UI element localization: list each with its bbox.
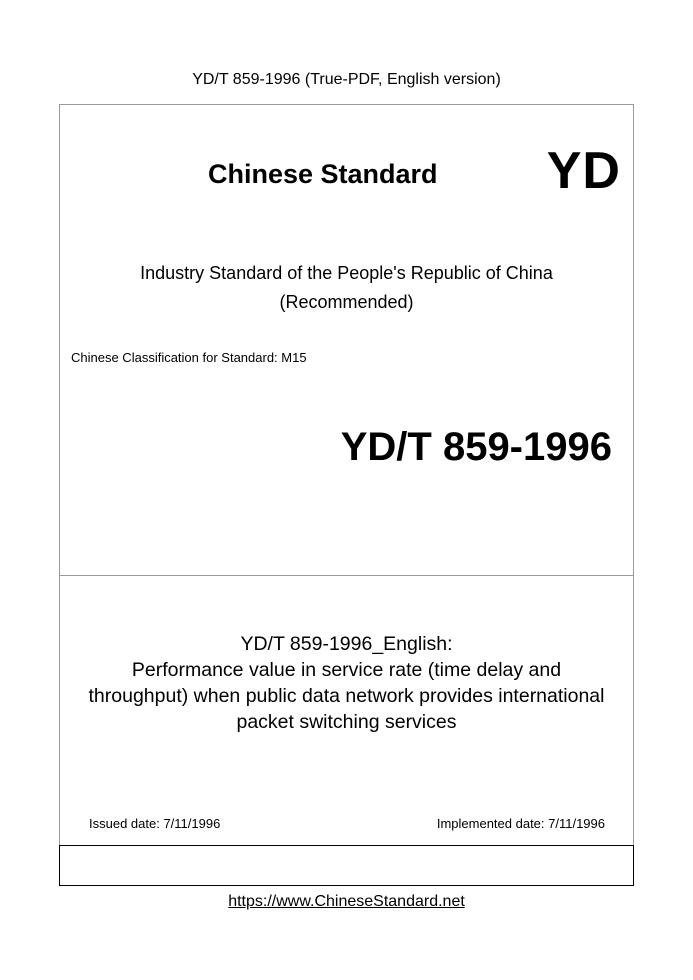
section-divider [60, 575, 633, 576]
document-title [60, 631, 633, 735]
industry-standard-text [60, 259, 633, 317]
issued-date: Issued date: 7/11/1996 [89, 816, 221, 831]
title-line-2: Performance value in service rate (time delay and [131, 659, 562, 681]
cover-heading: Chinese Standard [208, 159, 438, 189]
cover-frame [59, 104, 634, 886]
document-header: YD/T 859-1996 (True-PDF, English version) [192, 71, 501, 88]
classification-text: Chinese Classification for Standard: M15 [71, 350, 307, 365]
standard-mark: YD [546, 142, 621, 200]
bottom-box [59, 845, 634, 886]
implemented-date: Implemented date: 7/11/1996 [436, 816, 605, 831]
standard-number: YD/T 859-1996 [340, 425, 612, 469]
title-line-4: packet switching services [236, 711, 457, 733]
industry-line-2: (Recommended) [279, 292, 414, 312]
industry-line-1: Industry Standard of the People's Republic of China [140, 263, 553, 283]
title-line-1: YD/T 859-1996_English: [240, 633, 453, 655]
website-link[interactable]: https://www.ChineseStandard.net [228, 893, 465, 910]
title-line-3: throughput) when public data network provides international [88, 685, 605, 707]
